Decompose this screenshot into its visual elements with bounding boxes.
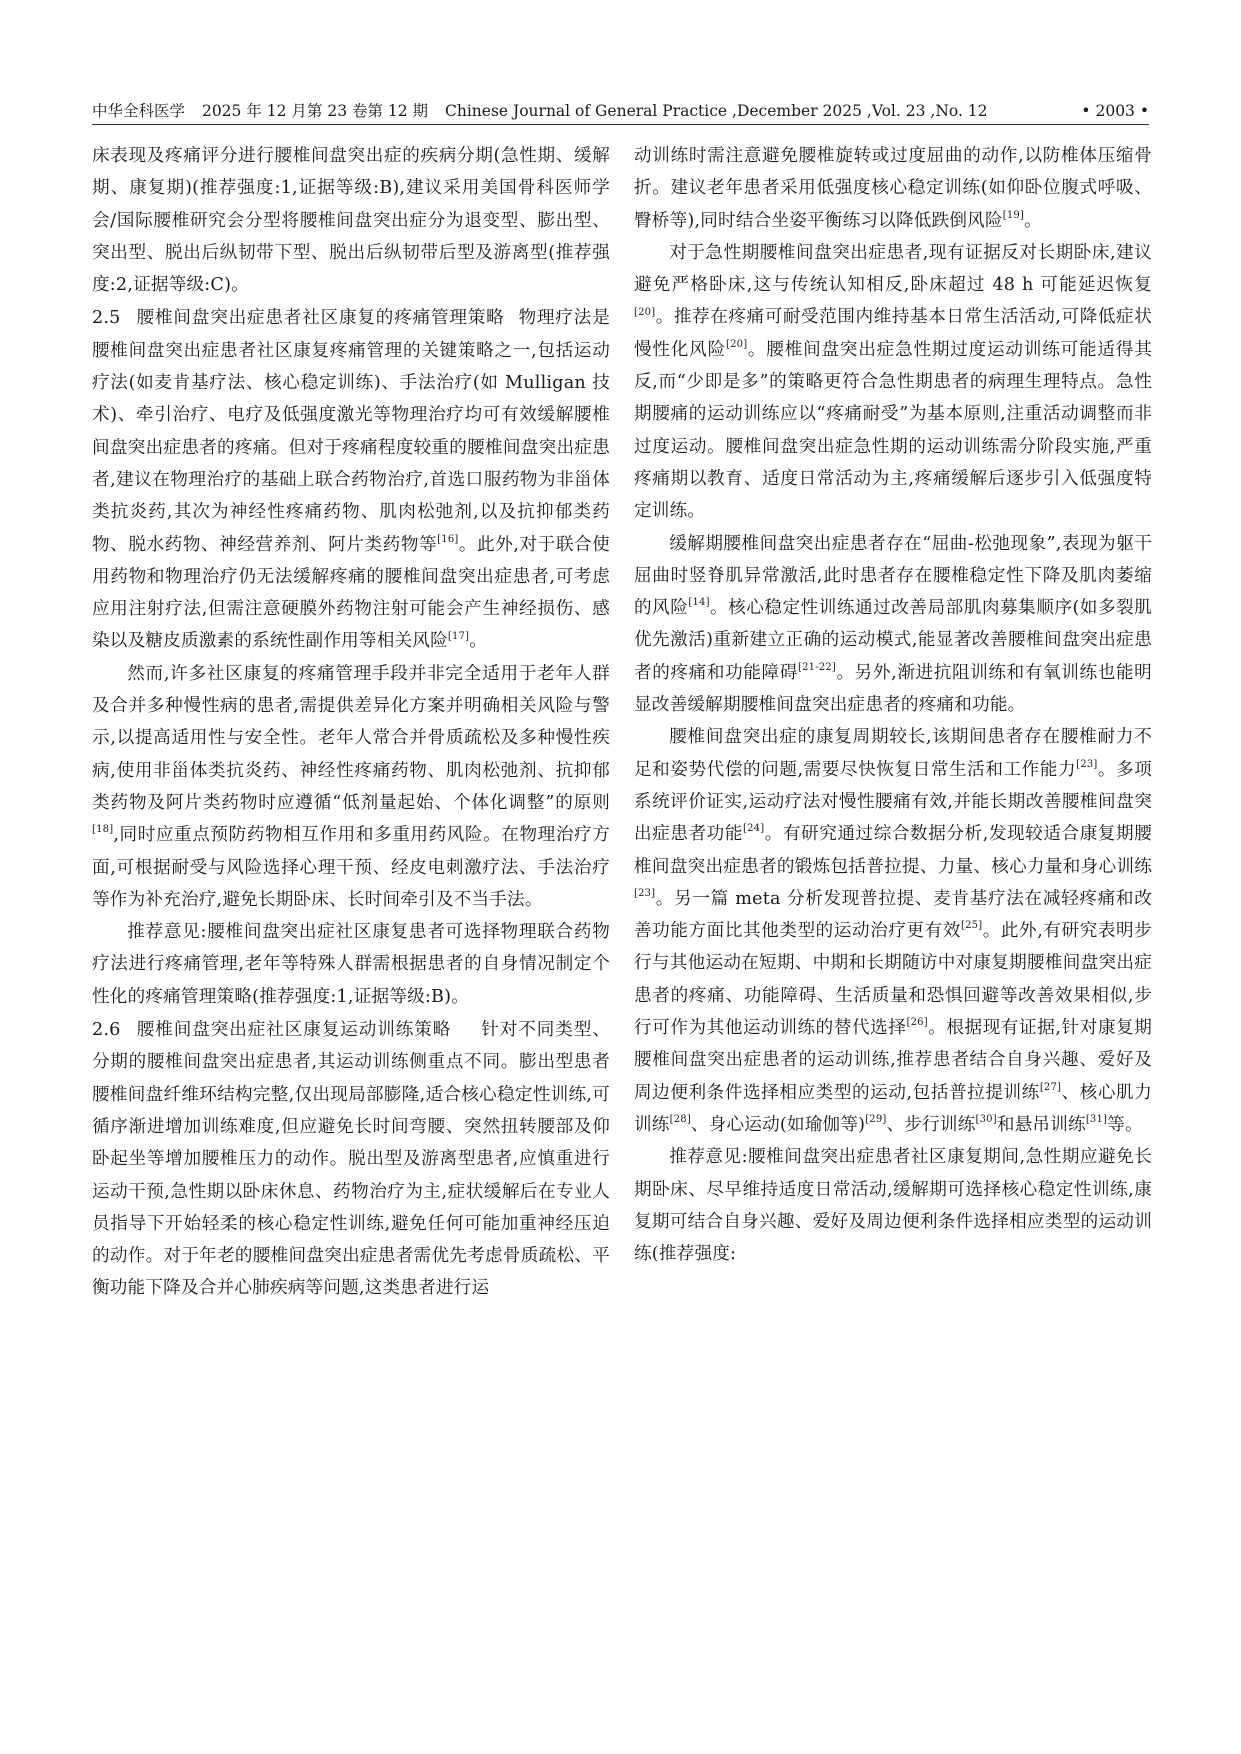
citation: [31] [1085, 1114, 1108, 1126]
paragraph-text: 等。 [1107, 1114, 1143, 1135]
section-text: 。此外,对于联合使用药物和物理治疗仍无法缓解疼痛的腰椎间盘突出症患者,可考虑应用注射疗法,但需注意硬膜外药物注射可能会产生神经损伤、感染以及糖皮质激素的系统性副作用等相关风险 [92, 534, 610, 652]
running-header [92, 96, 1149, 125]
paragraph-text: 。推荐在疼痛可耐受范围内维持基本日常生活活动,可降低症状慢性化风险 [634, 307, 1152, 360]
citation: [25] [961, 920, 983, 932]
section-2-5 [92, 302, 610, 657]
page-number: • 2003 • [1081, 102, 1149, 120]
paragraph-text: 。另外,渐进抗阻训练和有氧训练也能明显改善缓解期腰椎间盘突出症患者的疼痛和功能。 [634, 662, 1152, 716]
paragraph-text: 、核心肌力训练 [634, 1082, 1152, 1135]
citation: [18] [92, 824, 114, 836]
paragraph-text: 对于急性期腰椎间盘突出症患者,现有证据反对长期卧床,建议避免严格卧床,这与传统认知相反,卧床超过 48 h 可能延迟恢复 [634, 242, 1152, 296]
paragraph-text: ,同时应重点预防药物相互作用和多重用药风险。在物理治疗方面,可根据耐受与风险选择心理干预、经皮电刺激疗法、手法治疗等作为补充治疗,避免长期卧床、长时间牵引及不当手法。 [92, 825, 610, 910]
journal-info [92, 98, 1081, 124]
paragraph-text: 。有研究通过综合数据分析,发现较适合康复期腰椎间盘突出症患者的锻炼包括普拉提、力量、核心力量和身心训练 [634, 824, 1152, 877]
citation: [26] [906, 1017, 928, 1029]
citation: [30] [975, 1114, 997, 1126]
journal-name-en: Chinese Journal of General Practice ,December 2025 ,Vol. 23 ,No. 12 [445, 102, 988, 120]
right-column [634, 140, 1152, 1270]
citation: [20] [634, 306, 656, 318]
section-number: 2.6 [92, 1020, 121, 1041]
paragraph-text: 。根据现有证据,针对康复期腰椎间盘突出症患者的运动训练,推荐患者结合自身兴趣、爱好及周边便利条件选择相应类型的运动,包括普拉提训练 [634, 1018, 1152, 1103]
section-title: 腰椎间盘突出症社区康复运动训练策略 [136, 1020, 452, 1041]
issue-info-cn: 2025 年 12 月第 23 卷第 12 期 [201, 102, 429, 120]
section-number: 2.5 [92, 308, 121, 329]
section-text: 。 [469, 631, 488, 652]
citation: [23] [1076, 758, 1098, 770]
paragraph-text: 。多项系统评价证实,运动疗法对慢性腰痛有效,并能长期改善腰椎间盘突出症患者功能 [634, 759, 1152, 845]
paragraph-text: 动训练时需注意避免腰椎旋转或过度屈曲的动作,以防椎体压缩骨折。建议老年患者采用低强度核心稳定训练(如仰卧位腹式呼吸、臀桥等),同时结合坐姿平衡练习以降低跌倒风险 [634, 146, 1152, 231]
paragraph-text: 然而,许多社区康复的疼痛管理手段并非完全适用于老年人群及合并多种慢性病的患者,需提供差异化方案并明确相关风险与警示,以提高适用性与安全性。老年人常合并骨质疏松及多种慢性疾病,使用非甾体类抗炎药、神经性疼痛药物、肌肉松弛剂、抗抑郁类药物及阿片类药物时应遵循“低剂量起始、个体化调整”的原则 [92, 663, 610, 813]
citation: [27] [1039, 1081, 1062, 1093]
paragraph-elderly-exercise [634, 140, 1152, 237]
citation: [19] [1002, 209, 1025, 221]
citation: [28] [669, 1114, 691, 1126]
citation: [14] [688, 597, 710, 609]
citation: [16] [437, 533, 459, 545]
recommendation-exercise-training: 推荐意见:腰椎间盘突出症患者社区康复期间,急性期应避免长期卧床、尽早维持适度日常活动,缓解期可选择核心稳定性训练,康复期可结合自身兴趣、爱好及周边便利条件选择相应类型的运动训练(推荐强度: [634, 1147, 1152, 1265]
recommendation-pain-management: 推荐意见:腰椎间盘突出症社区康复患者可选择物理联合药物疗法进行疼痛管理,老年等特殊人群需根据患者的自身情况制定个性化的疼痛管理策略(推荐强度:1,证据等级:B)。 [92, 922, 610, 1007]
paragraph-staging-classification: 床表现及疼痛评分进行腰椎间盘突出症的疾病分期(急性期、缓解期、康复期)(推荐强度:1,证据等级:B),建议采用美国骨科医师学会/国际腰椎研究会分型将腰椎间盘突出症分为退变型、膨出型、突出型、脱出后纵韧带下型、脱出后纵韧带后型及游离型(推荐强度:2,证据等级:C)。 [92, 146, 610, 296]
paragraph-text: 。另一篇 meta 分析发现普拉提、麦肯基疗法在减轻疼痛和改善功能方面比其他类型的运动治疗更有效 [634, 888, 1152, 942]
citation: [23] [634, 887, 656, 899]
section-text: 物理疗法是腰椎间盘突出症患者社区康复疼痛管理的关键策略之一,包括运动疗法(如麦肯基疗法、核心稳定训练)、手法治疗(如 Mulligan 技术)、牵引治疗、电疗及低强度激光等物理治疗均可有效缓解腰椎间盘突出症患者的疼痛。但对于疼痛程度较重的腰椎间盘突出症患者,建议在物理治疗的基础上联合药物治疗,首选口服药物为非甾体类抗炎药,其次为神经性疼痛药物、肌肉松弛剂,以及抗抑郁类药物、脱水药物、神经营养剂、阿片类药物等 [92, 308, 610, 555]
journal-name-cn: 中华全科医学 [92, 102, 186, 120]
paragraph-rehabilitation-phase [634, 721, 1152, 1141]
paragraph-text: 。此外,有研究表明步行与其他运动在短期、中期和长期随访中对康复期腰椎间盘突出症患者的疼痛、功能障碍、生活质量和恐惧回避等改善效果相似,步行可作为其他运动训练的替代选择 [634, 921, 1152, 1039]
paragraph-acute-phase [634, 237, 1152, 528]
paragraph-text: 、步行训练 [886, 1114, 976, 1135]
citation: [17] [447, 630, 470, 642]
left-column [92, 140, 610, 1305]
section-2-6 [92, 1014, 610, 1305]
paragraph-text: 。核心稳定性训练通过改善局部肌肉募集顺序(如多裂肌优先激活)重新建立正确的运动模式,能显著改善腰椎间盘突出症患者的疼痛和功能障碍 [634, 598, 1152, 683]
paragraph-elderly-pain-management [92, 658, 610, 916]
paragraph-text: 、身心运动(如瑜伽等) [690, 1114, 866, 1135]
citation: [21-22] [797, 661, 837, 673]
section-title: 腰椎间盘突出症患者社区康复的疼痛管理策略 [136, 308, 505, 329]
paragraph-text: 缓解期腰椎间盘突出症患者存在“屈曲-松弛现象”,表现为躯干屈曲时竖脊肌异常激活,此时患者存在腰椎稳定性下降及肌肉萎缩的风险 [634, 533, 1152, 619]
paragraph-remission-phase [634, 528, 1152, 722]
citation: [29] [865, 1114, 887, 1126]
citation: [20] [725, 338, 748, 350]
citation: [24] [743, 823, 765, 835]
paragraph-text: 腰椎间盘突出症的康复周期较长,该期间患者存在腰椎耐力不足和姿势代偿的问题,需要尽快恢复日常生活和工作能力 [634, 727, 1152, 780]
paragraph-text: 。腰椎间盘突出症急性期过度运动训练可能适得其反,而“少即是多”的策略更符合急性期患者的病理生理特点。急性期腰痛的运动训练应以“疼痛耐受”为基本原则,注重活动调整而非过度运动。腰椎间盘突出症急性期的运动训练需分阶段实施,严重疼痛期以教育、适度日常活动为主,疼痛缓解后逐步引入低强度特定训练。 [634, 339, 1152, 522]
section-text: 针对不同类型、分期的腰椎间盘突出症患者,其运动训练侧重点不同。膨出型患者腰椎间盘纤维环结构完整,仅出现局部膨隆,适合核心稳定性训练,可循序渐进增加训练难度,但应避免长时间弯腰、突然扭转腰部及仰卧起坐等增加腰椎压力的动作。脱出型及游离型患者,应慎重进行运动干预,急性期以卧床休息、药物治疗为主,症状缓解后在专业人员指导下开始轻柔的核心稳定性训练,避免任何可能加重神经压迫的动作。对于年老的腰椎间盘突出症患者需优先考虑骨质疏松、平衡功能下降及合并心肺疾病等问题,这类患者进行运 [92, 1020, 610, 1299]
paragraph-text: 和悬吊训练 [996, 1114, 1086, 1135]
paragraph-text: 。 [1024, 210, 1042, 231]
